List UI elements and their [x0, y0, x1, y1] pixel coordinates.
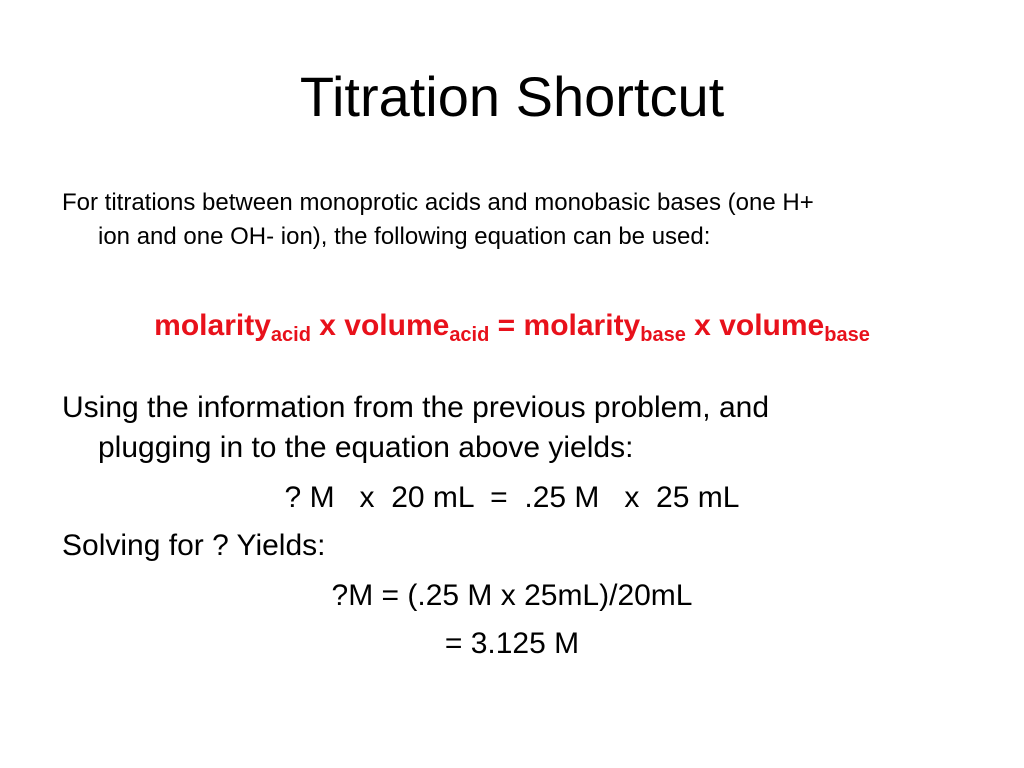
- equation-term-text: = molarity: [489, 309, 641, 342]
- equation-term-text: x volume: [310, 309, 450, 342]
- equation-subscript: acid: [270, 324, 311, 346]
- molarity-equation: [0, 306, 1024, 346]
- intro-line-2: ion and one OH- ion), the following equation can be used:: [98, 223, 711, 250]
- equation-term-molarity-acid: [154, 309, 311, 346]
- equation-values: ? M x 20 mL = .25 M x 25 mL: [284, 481, 740, 514]
- solving-label: Solving for ? Yields:: [62, 529, 326, 562]
- solution-line-2: = 3.125 M: [444, 627, 580, 660]
- equation-term-text: x volume: [685, 309, 825, 342]
- using-line-1: Using the information from the previous problem, and: [62, 391, 770, 424]
- intro-line-1: For titrations between monoprotic acids and monobasic bases (one H+: [62, 189, 814, 216]
- intro-text: [62, 186, 972, 254]
- equation-subscript: base: [640, 324, 686, 346]
- using-line-2: plugging in to the equation above yields:: [98, 431, 634, 464]
- equation-term-volume-acid: [310, 309, 490, 346]
- equation-term-volume-base: [685, 309, 870, 346]
- equation-subscript: acid: [449, 324, 490, 346]
- solution-line-1: ?M = (.25 M x 25mL)/20mL: [331, 579, 693, 612]
- using-paragraph: [62, 388, 982, 468]
- equation-term-text: molarity: [154, 309, 271, 342]
- equation-term-molarity-base: [489, 309, 686, 346]
- slide-title: Titration Shortcut: [299, 65, 725, 128]
- equation-subscript: base: [824, 324, 870, 346]
